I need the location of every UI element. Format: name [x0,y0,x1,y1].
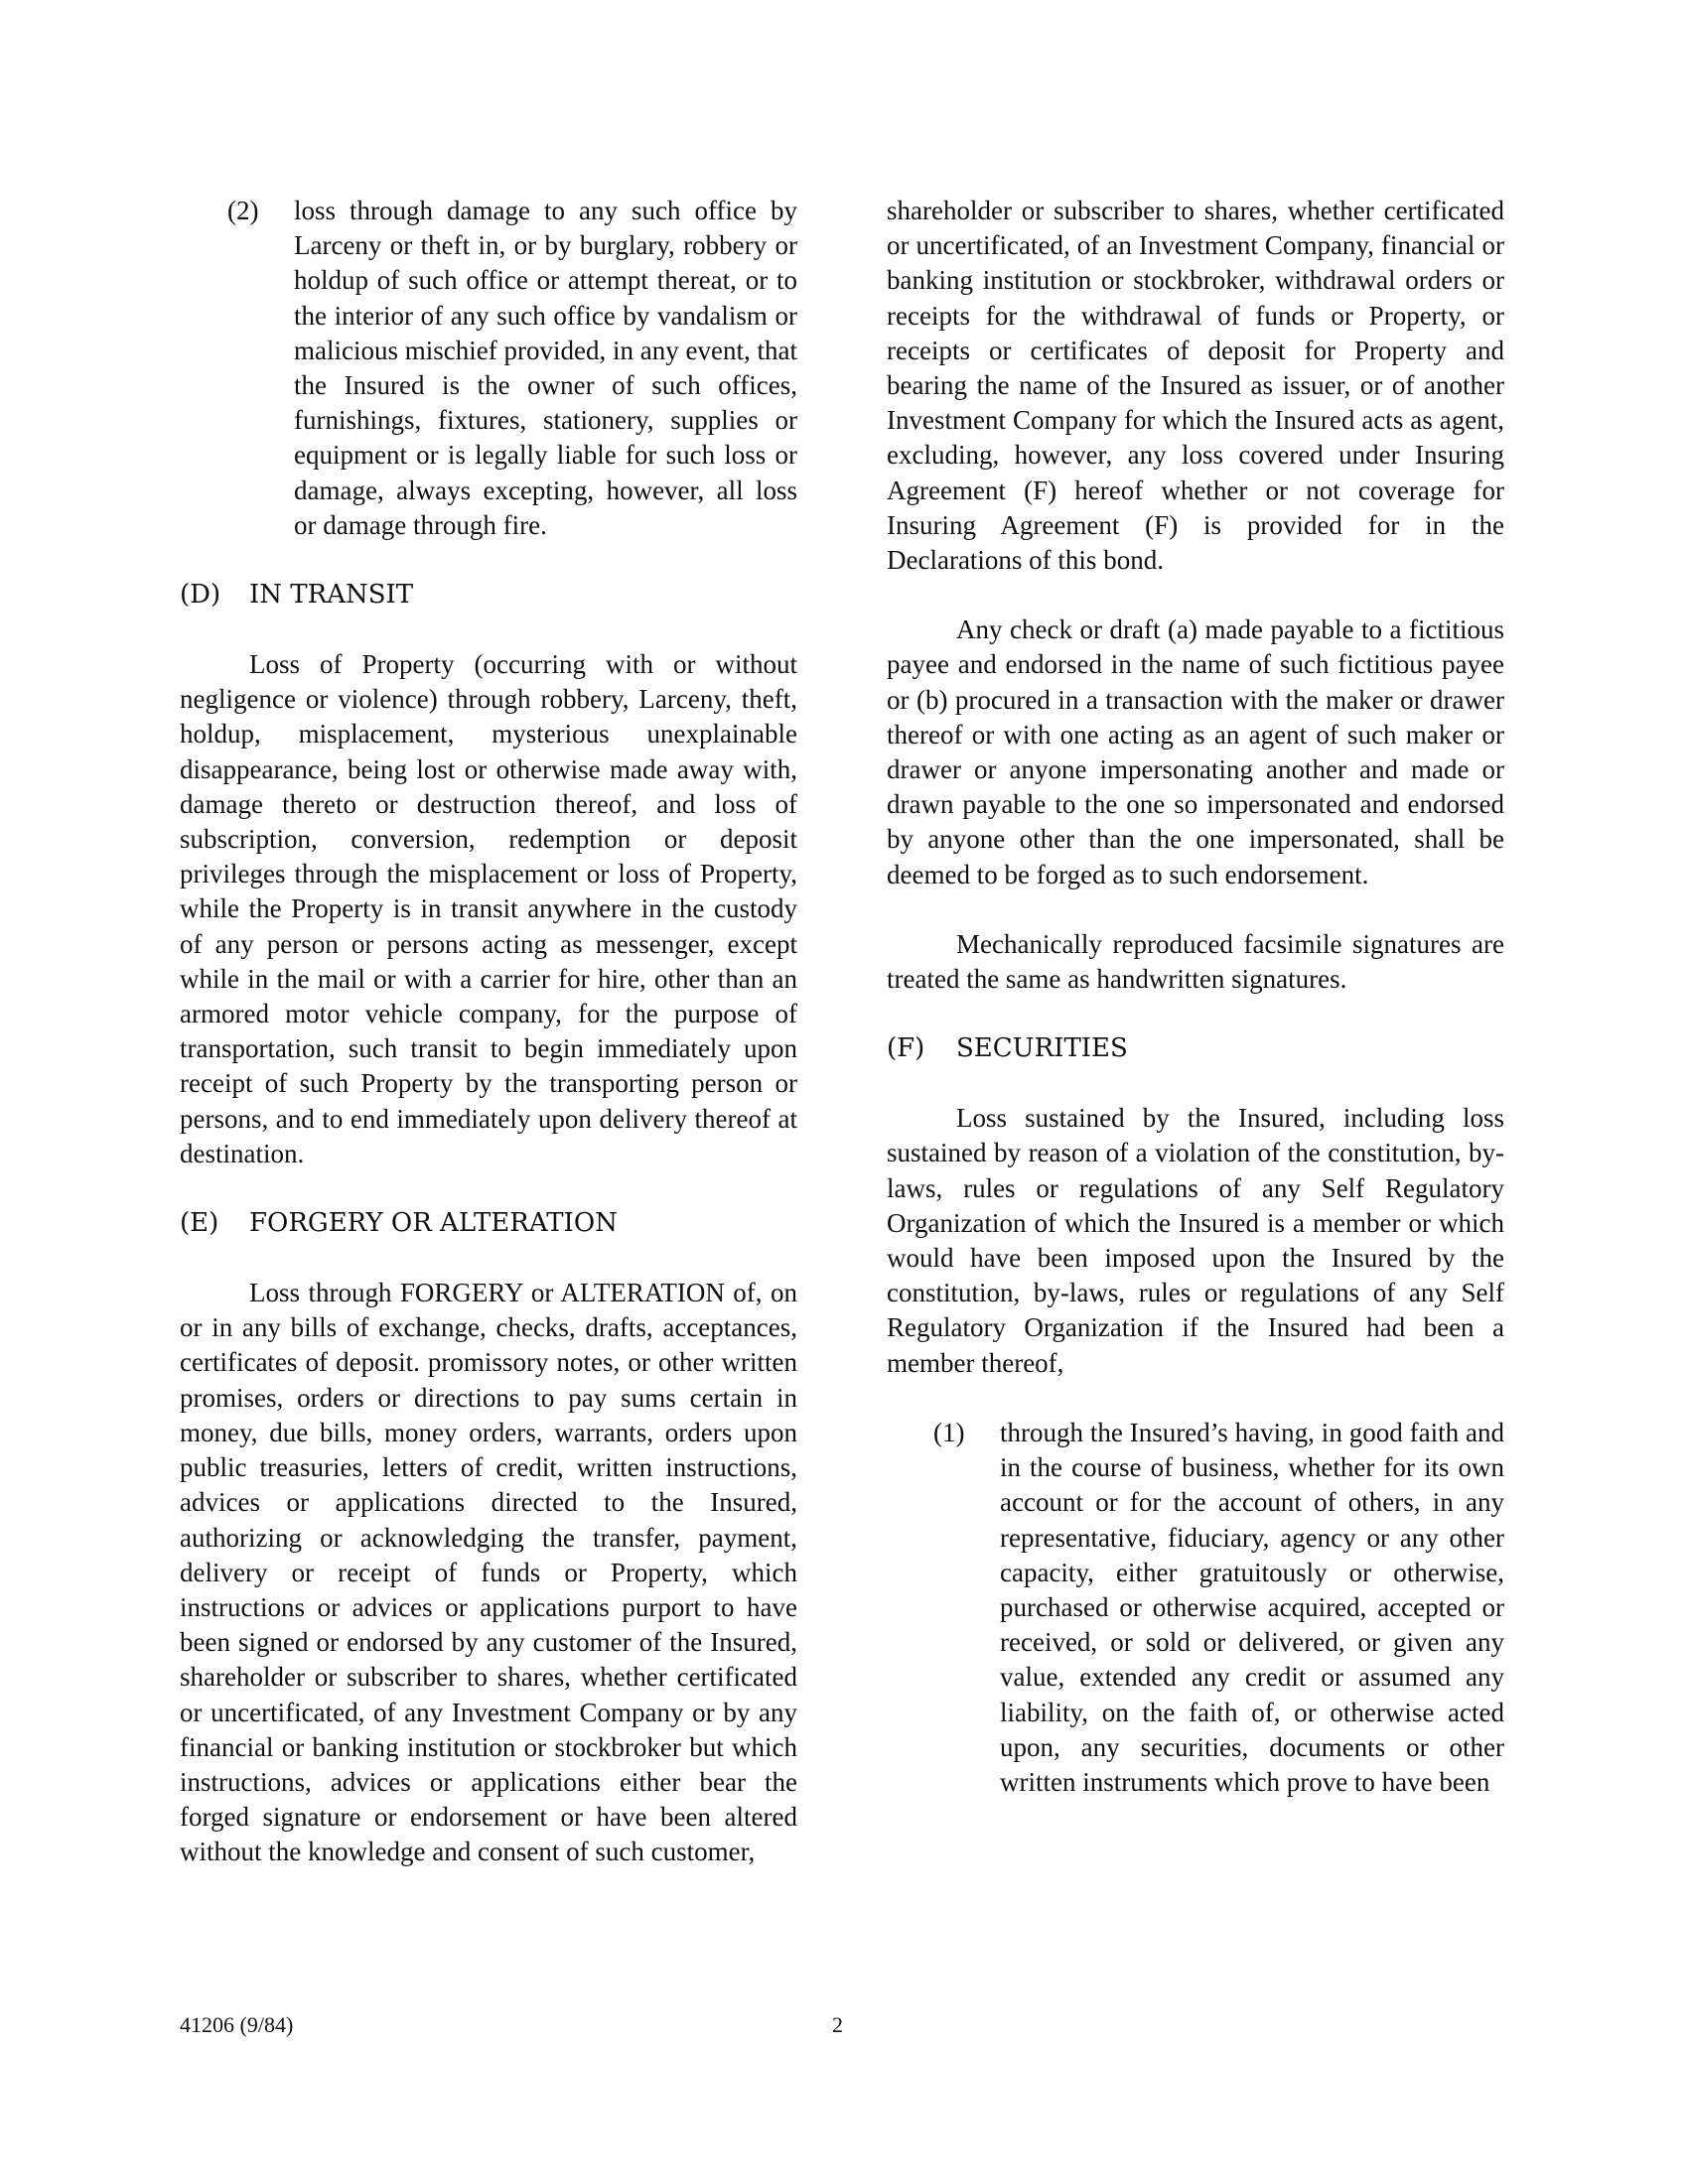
item-number: (1) [933,1417,965,1447]
item-1 [933,1416,1504,1800]
left-column [180,194,797,1870]
item-text: loss through damage to any such office by Larceny or theft in, or by burglary, robbery or holdup of such office or attempt thereat, or to the interior of any such office by vandalism or malicious mischief provided, in any event, that the Insured is the owner of such offices, furnishings, fixtures, stationery, supplies or equipment or is legally liable for such loss or damage, always excepting, however, all loss or damage through fire. [294,196,797,540]
page-number: 2 [832,2012,843,2037]
section-title: FORGERY OR ALTERATION [249,1208,618,1239]
section-label: (E) [180,1208,219,1239]
section-heading-e [180,1206,797,1241]
section-title: IN TRANSIT [249,580,414,611]
section-heading-f [887,1031,1504,1066]
section-f-paragraph: Loss sustained by the Insured, including loss sustained by reason of a violation of the constitution, by-laws, rules or regulations of any Self Regulatory Organization of which the Insured is a member or which would have been imposed upon the Insured by the constitution, by-laws, rules or regulations of any Self Regulatory Organization if the Insured had been a member thereof, [887,1103,1504,1378]
section-d-paragraph: Loss of Property (occurring with or without negligence or violence) through robbery, Larceny, theft, holdup, misplacement, mysterious unexplainable disappearance, being lost or otherwise made away with, damage thereto or destruction thereof, and loss of subscription, conversion, redemption or deposit privileges through the misplacement or loss of Property, while the Property is in transit anywhere in the custody of any person or persons acting as messenger, except while in the mail or with a carrier for hire, other than an armored motor vehicle company, for the purpose of transportation, such transit to begin immediately upon receipt of such Property by the transporting person or persons, and to end immediately upon delivery thereof at destination. [180,649,797,1168]
section-label: (D) [180,580,221,611]
item-text: through the Insured’s having, in good faith and in the course of business, whether for its own account or for the account of others, in any representative, fiduciary, agency or any other capacity, either gratuitously or otherwise, purchased or otherwise acquired, accepted or received, or sold or delivered, or given any value, extended any credit or assumed any liability, on the faith of, or otherwise acted upon, any securities, documents or other written instruments which prove to have been [1000,1417,1504,1797]
section-title: SECURITIES [956,1033,1128,1064]
form-number: 41206 (9/84) [180,2012,294,2037]
section-e-paragraph: Loss through FORGERY or ALTERATION of, on or in any bills of exchange, checks, drafts, acceptances, certificates of deposit. promissory notes, or other written promises, orders or directions to pay sums certain in money, due bills, money orders, warrants, orders upon public treasuries, letters of credit, written instructions, advices or applications directed to the Insured, authorizing or acknowledging the transfer, payment, delivery or receipt of funds or Property, which instructions or advices or applications purport to have been signed or endorsed by any customer of the Insured, shareholder or subscriber to shares, whether certificated or uncertificated, of any Investment Company or by any financial or banking institution or stockbroker but which instructions, advices or applications either bear the forged signature or endorsement or have been altered without the knowledge and consent of such customer, [180,1278,797,1867]
item-number: (2) [227,196,259,225]
continuation-paragraph: shareholder or subscriber to shares, whether certificated or uncertificated, of an Investment Company, financial or banking institution or stockbroker, withdrawal orders or receipts for the withdrawal of funds or Property, or receipts or certificates of deposit for Property and bearing the name of the Insured as issuer, or of another Investment Company for which the Insured acts as agent, excluding, however, any loss covered under Insuring Agreement (F) hereof whether or not coverage for Insuring Agreement (F) is provided for in the Declarations of this bond. [887,196,1504,576]
right-column [887,194,1504,1800]
item-2 [227,194,797,543]
facsimile-paragraph: Mechanically reproduced facsimile signatures are treated the same as handwritten signatures. [887,928,1504,995]
section-heading-d [180,578,797,613]
section-label: (F) [887,1033,925,1064]
check-draft-paragraph: Any check or draft (a) made payable to a fictitious payee and endorsed in the name of such fictitious payee or (b) procured in a transaction with the maker or drawer thereof or with one acting as an agent of such maker or drawer or anyone impersonating another and made or drawn payable to the one so impersonated and endorsed by anyone other than the one impersonated, shall be deemed to be forged as to such endorsement. [887,614,1504,889]
